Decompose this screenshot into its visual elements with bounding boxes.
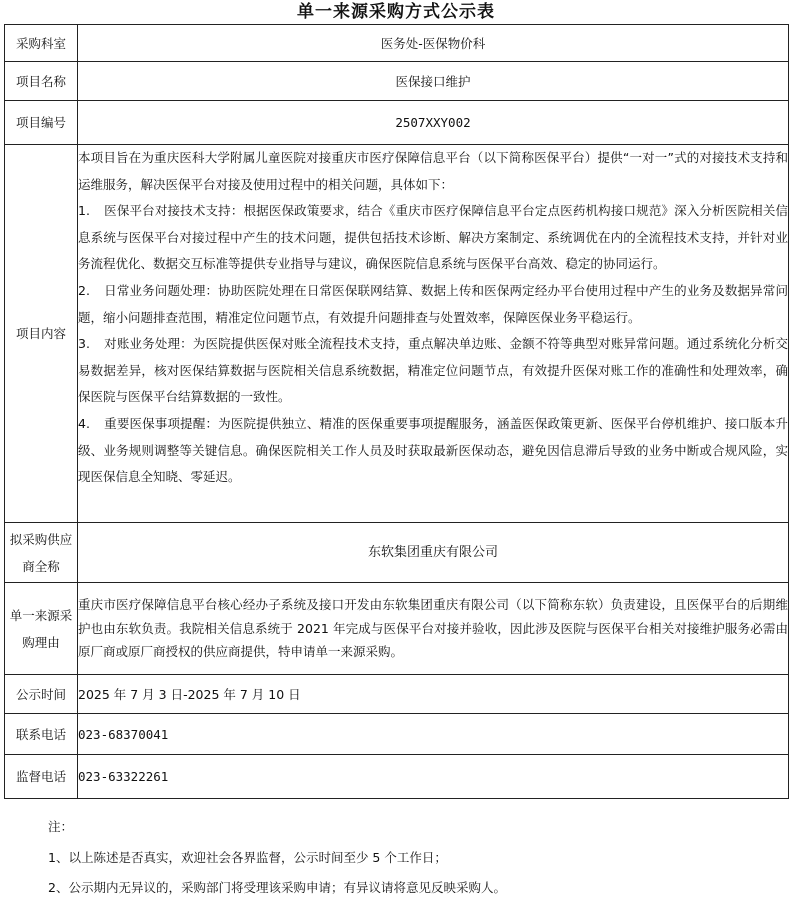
department-label: 采购科室 [5,25,78,62]
supervision-phone-label: 监督电话 [5,755,78,799]
project-content-value [78,145,789,523]
publicity-period-label: 公示时间 [5,675,78,714]
content-item-text: 对账业务处理：为医院提供医保对账全流程技术支持，重点解决单边账、金额不符等典型对账异常问题。通过系统化分析交易数据差异，核对医保结算数据与医院相关信息系统数据，精准定位问题节点，有效提升医保对账工作的准确性和处理效率，确保医院与医保平台结算数据的一致性。 [78,336,788,405]
publicity-period-value: 2025 年 7 月 3 日-2025 年 7 月 10 日 [78,675,789,714]
content-item-number: 3. [78,336,90,352]
notes-heading: 注： [48,819,74,834]
content-item-number: 4. [78,415,90,431]
supplier-value: 东软集团重庆有限公司 [78,523,789,583]
reason-value [78,583,789,675]
content-item-2 [78,278,788,331]
note-item-2: 2、公示期内无异议的，采购部门将受理该采购申请；有异议请将意见反映采购人。 [48,880,506,895]
row-supplier [5,523,789,583]
row-project-content [5,145,789,523]
project-number-label: 项目编号 [5,101,78,145]
content-item-3 [78,331,788,411]
note-item-1: 1、以上陈述是否真实，欢迎社会各界监督，公示时间至少 5 个工作日； [48,850,447,865]
content-item-text: 重要医保事项提醒：为医院提供独立、精准的医保重要事项提醒服务，涵盖医保政策更新、医保平台停机维护、接口版本升级、业务规则调整等关键信息。确保医院相关工作人员及时获取最新医保动态，避免因信息滞后导致的业务中断或合规风险，实现医保信息全知晓、零延迟。 [78,415,788,485]
reason-label: 单一来源采购理由 [5,583,78,675]
project-name-value: 医保接口维护 [78,62,789,101]
content-intro: 本项目旨在为重庆医科大学附属儿童医院对接重庆市医疗保障信息平台（以下简称医保平台）提供“一对一”式的对接技术支持和运维服务，解决医保平台对接及使用过程中的相关问题，具体如下： [78,150,788,192]
row-contact-phone [5,714,789,755]
content-item-number: 2. [78,282,90,298]
content-item-text: 日常业务问题处理：协助医院处理在日常医保联网结算、数据上传和医保两定经办平台使用过程中产生的业务及数据异常问题，缩小问题排查范围，精准定位问题节点，有效提升问题排查与处置效率，保障医保业务平稳运行。 [78,282,788,325]
procurement-table [4,24,789,799]
row-reason [5,583,789,675]
department-value: 医务处-医保物价科 [78,25,789,62]
content-item-number: 1. [78,203,90,219]
row-project-name [5,62,789,101]
contact-phone-value: 023-68370041 [78,714,789,755]
row-publicity-period [5,675,789,714]
content-item-text: 医保平台对接技术支持：根据医保政策要求，结合《重庆市医疗保障信息平台定点医药机构接口规范》深入分析医院相关信息系统与医保平台对接过程中产生的技术问题，提供包括技术诊断、解决方案制定、系统调优在内的全流程技术支持，并针对业务流程优化、数据交互标准等提供专业指导与建议，确保医院信息系统与医保平台高效、稳定的协同运行。 [78,203,788,272]
content-item-1 [78,198,788,278]
project-number-value: 2507XXY002 [78,101,789,145]
row-project-number [5,101,789,145]
content-item-4 [78,411,788,491]
row-department [5,25,789,62]
project-content-label: 项目内容 [5,145,78,523]
page-title: 单一来源采购方式公示表 [297,2,495,22]
project-name-label: 项目名称 [5,62,78,101]
supervision-phone-value: 023-63322261 [78,755,789,799]
row-supervision-phone [5,755,789,799]
contact-phone-label: 联系电话 [5,714,78,755]
supplier-label: 拟采购供应商全称 [5,523,78,583]
reason-text: 重庆市医疗保障信息平台核心经办子系统及接口开发由东软集团重庆有限公司（以下简称东软）负责建设，且医保平台的后期维护也由东软负责。我院相关信息系统于 2021 年完成与医保平台对接并验收，因此涉及医院与医保平台相关对接维护服务必需由原厂商或原厂商授权的供应商提供，特申请单一来源采购。 [78,597,788,660]
